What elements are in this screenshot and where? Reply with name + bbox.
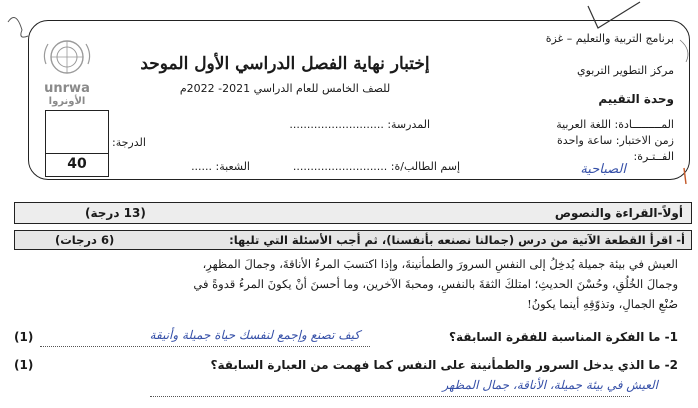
question-2-answer[interactable]: العيش في بيئة جميلة، الأناقة، جمال المظهر [442, 378, 658, 392]
question-1-answer[interactable]: كيف تصنع وإجمع لنفسك حياة جميلة وأنيقة [149, 328, 360, 342]
ministry-label: برنامج التربية والتعليم – غزة [545, 32, 674, 45]
unit-label: وحدة التقييم [598, 92, 674, 106]
section-field[interactable]: الشعبة: ...... [191, 160, 250, 173]
center-label: مركز التطوير التربوي [577, 64, 674, 77]
question-1-text: ما الفكرة المناسبة للفقرة السابقة؟ [449, 330, 661, 344]
subject-label: المـــــــــادة: اللغة العربية [556, 118, 674, 131]
student-name-field[interactable]: إسم الطالب/ة: ........................... [292, 160, 460, 173]
period-value[interactable]: الصباحية [580, 162, 626, 177]
passage-line-3: صُنْعِ الجمالِ، وتذوّقِهِ أينما يكونُ! [527, 297, 678, 311]
question-1-dotted-line [40, 346, 370, 347]
passage-line-2: وجمالَ الخُلُقِ، وحُسْنَ الحديثِ؛ امتلكَ الثقةَ بالنفسِ، ومحبةَ الآخرين، وما أحسنَ أنْ يكونَ المرءُ قدوةً في [193, 277, 678, 291]
logo-text-ar: الأونروا [48, 96, 86, 107]
question-2-number: 2- [664, 358, 678, 372]
question-1 [449, 330, 678, 344]
question-2-text: ما الذي يدخل السرور والطمأنينة على النفس كما فهمت من العبارة السابقة؟ [210, 358, 661, 372]
score-total: 40 [45, 152, 109, 177]
question-2-dotted-line [150, 396, 630, 397]
grade-year-label: للصف الخامس للعام الدراسي 2021- 2022م [179, 82, 391, 95]
section-header [14, 202, 692, 224]
subsection-marks: (6 درجات) [55, 233, 115, 247]
passage-line-1: العيش في بيئة جميلة يُدخِلُ إلى النفسِ السرورَ والطمأنينةَ، وإذا اكتسبَ المرءُ الأناقةَ، وجمالَ المظهرِ، [202, 257, 678, 271]
subsection-header [14, 230, 692, 250]
section-title: أولاً-القراءة والنصوص [554, 206, 683, 220]
section-marks: (13 درجة) [85, 206, 146, 220]
exam-title: إختبار نهاية الفصل الدراسي الأول الموحد [140, 54, 430, 74]
question-1-marks: (1) [14, 330, 34, 344]
subsection-instruction: أ- اقرأ القطعة الآتية من درس (جمالنا نصنعه بأنفسنا)، ثم أجب الأسئلة التي تليها: [229, 233, 685, 247]
period-label: الفــتـرة: [633, 150, 674, 163]
question-2 [211, 358, 678, 372]
question-2-marks: (1) [14, 358, 34, 372]
time-label: زمن الاختبار: ساعة واحدة [557, 134, 674, 147]
grade-label: الدرجة: [112, 136, 146, 149]
school-field[interactable]: المدرسة: ........................... [289, 118, 430, 131]
logo-text-en: unrwa [44, 81, 90, 96]
question-1-number: 1- [664, 330, 678, 344]
